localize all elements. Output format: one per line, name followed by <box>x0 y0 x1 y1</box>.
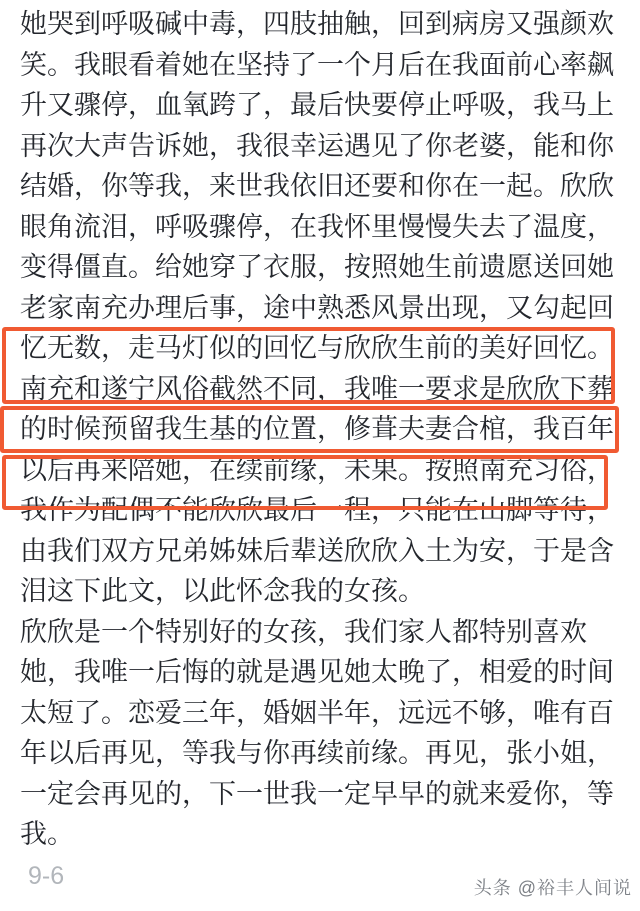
text-line: 她，我唯一后悔的就是遇见她太晚了，相爱的时间 <box>20 657 614 687</box>
text-line: 南充和遂宁风俗截然不同，我唯一要求是欣欣下葬 <box>20 373 614 404</box>
text-line: 眼角流泪，呼吸骤停，在我怀里慢慢失去了温度， <box>20 211 614 242</box>
text-line: 我。 <box>20 819 74 849</box>
text-line: 泪这下此文，以此怀念我的女孩。 <box>20 576 425 606</box>
toutiao-watermark: 头条 @裕丰人间说 <box>473 878 632 898</box>
text-line: 年以后再见，等我与你再续前缘。再见，张小姐， <box>20 738 614 768</box>
text-line: 笑。我眼看着她在坚持了一个月后在我面前心率飙 <box>20 49 614 80</box>
page-indicator: 9-6 <box>28 862 65 890</box>
text-line: 由我们双方兄弟姊妹后辈送欣欣入土为安，于是含 <box>20 535 614 566</box>
text-line: 再次大声告诉她，我很幸运遇见了你老婆，能和你 <box>20 130 614 161</box>
article-text-block <box>20 4 626 855</box>
text-line: 升又骤停，血氧跨了，最后快要停止呼吸，我马上 <box>20 90 614 120</box>
text-line: 变得僵直。给她穿了衣服，按照她生前遗愿送回她 <box>20 252 614 282</box>
text-line: 我作为配偶不能欣欣最后一程，只能在山脚等待， <box>20 495 614 525</box>
text-line: 她哭到呼吸碱中毒，四肢抽触，回到病房又强颜欢 <box>20 9 614 39</box>
text-line: 以后再来陪她，在续前缘，未果。按照南充习俗， <box>20 454 614 485</box>
text-line: 欣欣是一个特别好的女孩，我们家人都特别喜欢 <box>20 616 587 647</box>
text-line: 太短了。恋爱三年，婚姻半年，远远不够，唯有百 <box>20 697 614 728</box>
text-line: 一定会再见的，下一世我一定早早的就来爱你，等 <box>20 778 614 809</box>
text-line: 忆无数，走马灯似的回忆与欣欣生前的美好回忆。 <box>20 333 614 363</box>
text-line: 的时候预留我生基的位置，修葺夫妻合棺，我百年 <box>20 414 614 444</box>
text-line: 结婚，你等我，来世我依旧还要和你在一起。欣欣 <box>20 171 614 201</box>
text-line: 老家南充办理后事，途中熟悉风景出现，又勾起回 <box>20 292 614 323</box>
